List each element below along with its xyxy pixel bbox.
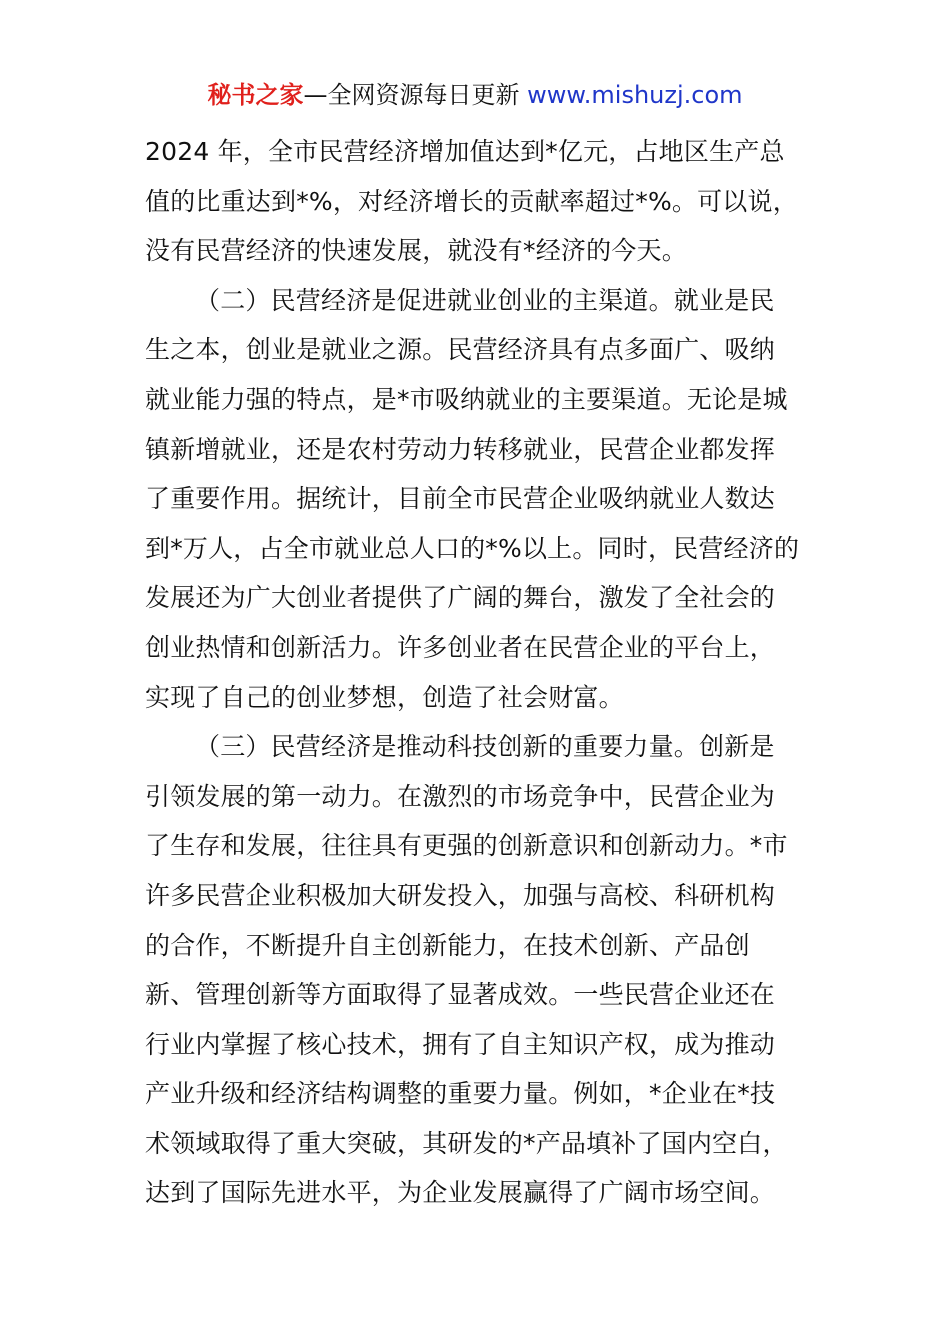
paragraph-line: 新、管理创新等方面取得了显著成效。一些民营企业还在 (145, 980, 776, 1010)
paragraph-line: 生之本，创业是就业之源。民营经济具有点多面广、吸纳 (145, 335, 776, 365)
paragraph-line: 没有民营经济的快速发展，就没有*经济的今天。 (145, 236, 687, 266)
paragraph-line: 创业热情和创新活力。许多创业者在民营企业的平台上， (145, 632, 776, 662)
paragraph-line: 发展还为广大创业者提供了广阔的舞台，激发了全社会的 (145, 583, 776, 613)
watermark-header (0, 78, 950, 112)
paragraph-line: 2024 年，全市民营经济增加值达到*亿元，占地区生产总 (145, 137, 785, 166)
paragraph-line: 术领域取得了重大突破，其研发的*产品填补了国内空白， (145, 1128, 788, 1158)
paragraph-line: 的合作，不断提升自主创新能力，在技术创新、产品创 (145, 930, 750, 960)
site-brand: 秘书之家 (207, 81, 304, 109)
paragraph-line: （二）民营经济是促进就业创业的主渠道。就业是民 (195, 285, 775, 315)
site-url: www.mishuzj.com (527, 81, 743, 109)
site-tagline: —全网资源每日更新 (303, 81, 520, 109)
paragraph-line: 引领发展的第一动力。在激烈的市场竞争中，民营企业为 (145, 781, 776, 811)
paragraph-line: （三）民营经济是推动科技创新的重要力量。创新是 (195, 732, 775, 762)
paragraph-line: 值的比重达到*%，对经济增长的贡献率超过*%。可以说， (145, 186, 798, 216)
paragraph-line: 实现了自己的创业梦想，创造了社会财富。 (145, 682, 624, 712)
paragraph-line: 镇新增就业，还是农村劳动力转移就业，民营企业都发挥 (145, 434, 776, 464)
paragraph-line: 就业能力强的特点，是*市吸纳就业的主要渠道。无论是城 (145, 384, 788, 414)
paragraph-line: 达到了国际先进水平，为企业发展赢得了广阔市场空间。 (145, 1178, 776, 1208)
paragraph-line: 了重要作用。据统计，目前全市民营企业吸纳就业人数达 (145, 484, 776, 514)
paragraph-line: 许多民营企业积极加大研发投入，加强与高校、科研机构 (145, 880, 776, 910)
paragraph-line: 行业内掌握了核心技术，拥有了自主知识产权，成为推动 (145, 1029, 776, 1059)
paragraph-line: 产业升级和经济结构调整的重要力量。例如，*企业在*技 (145, 1079, 776, 1109)
paragraph-line: 到*万人，占全市就业总人口的*%以上。同时，民营经济的 (145, 533, 800, 563)
document-body (145, 127, 807, 1218)
paragraph-line: 了生存和发展，往往具有更强的创新意识和创新动力。*市 (145, 831, 788, 861)
